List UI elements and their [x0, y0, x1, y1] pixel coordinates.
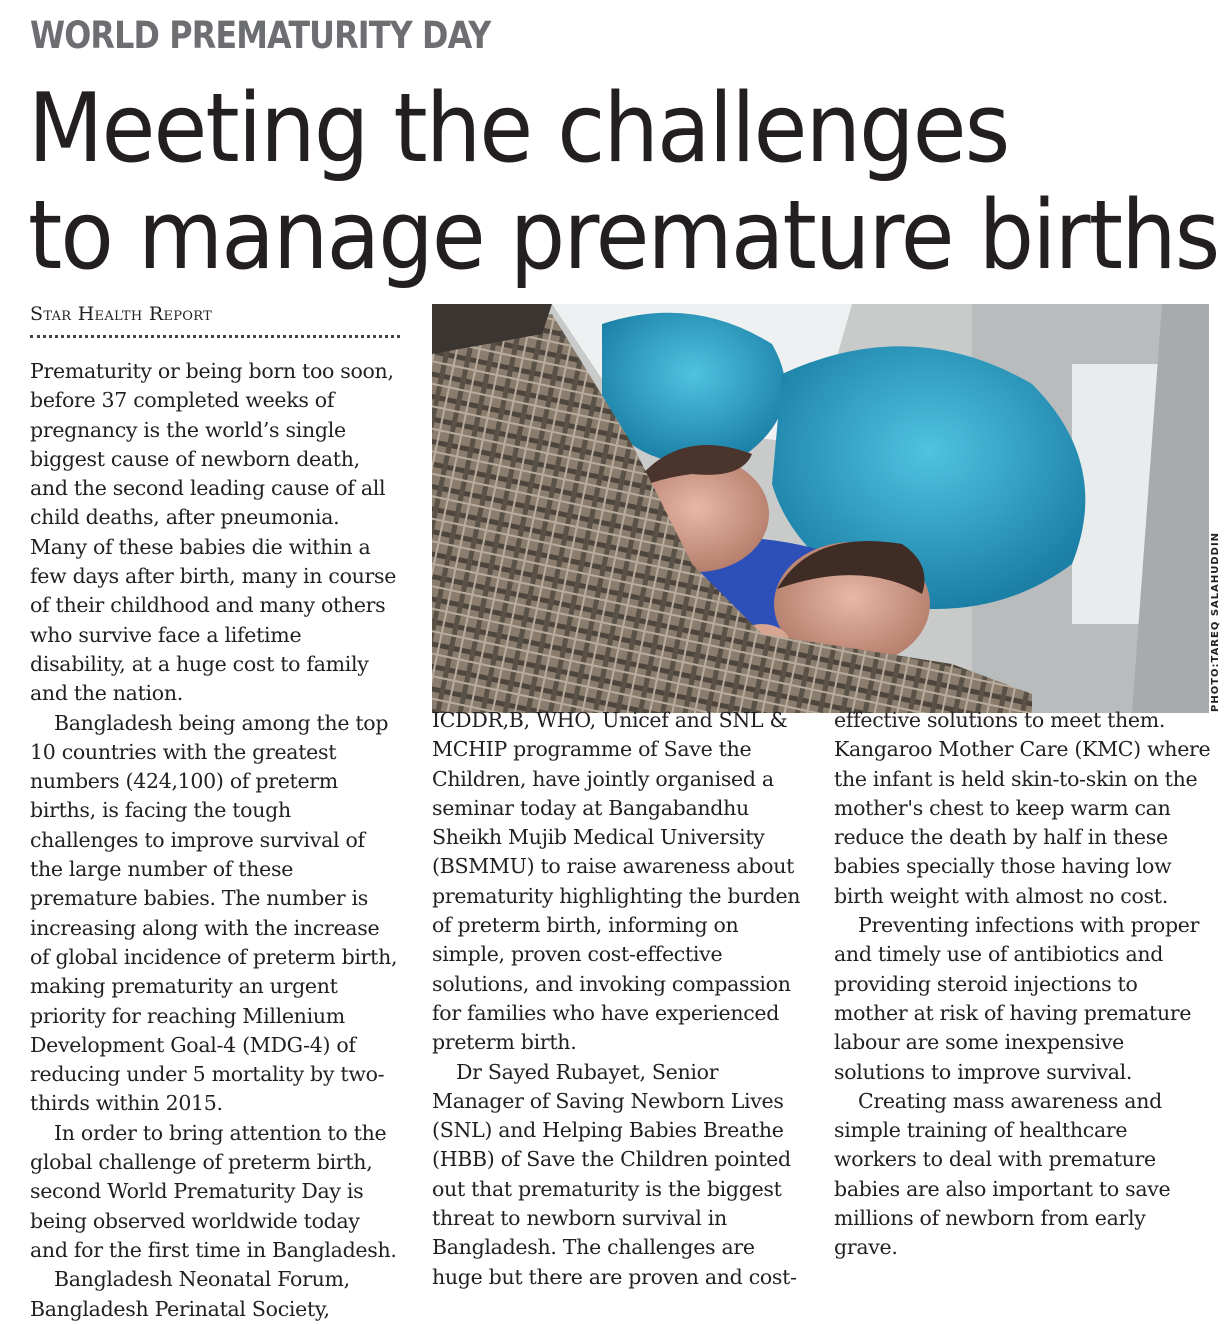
byline: Star Health Report [30, 303, 213, 325]
section-kicker: WORLD PREMATURITY DAY [30, 14, 491, 57]
article-column-2 [432, 706, 810, 1292]
paragraph: effective solutions to meet them. Kangaroo Mother Care (KMC) where the infant is held skin-to-skin on the mother's chest to keep warm can reduce the death by half in these babies specially those having low birth weight with almost no cost. [834, 708, 1211, 908]
paragraph: Dr Sayed Rubayet, Senior Manager of Saving Newborn Lives (SNL) and Helping Babies Breathe (HBB) of Save the Children pointed out that prematurity is the biggest threat to newborn survival in Bangladesh. The challenges are huge but there are proven and cost- [432, 1059, 797, 1289]
photo-credit: PHOTO:TAREQ SALAHUDDIN [1210, 531, 1221, 712]
dotted-divider [30, 335, 400, 338]
paragraph: ICDDR,B, WHO, Unicef and SNL & MCHIP programme of Save the Children, have jointly organised a seminar today at Bangabandhu Sheikh Mujib Medical University (BSMMU) to raise awareness about prematurity highlighting the burden of preterm birth, informing on simple, proven cost-effective solutions, and invoking compassion for families who have experienced preterm birth. [432, 708, 801, 1055]
article-column-1 [30, 357, 402, 1324]
headline-line-2: to manage premature births [28, 181, 1219, 291]
headline-line-1: Meeting the challenges [28, 74, 1009, 184]
paragraph: Bangladesh Neonatal Forum, Bangladesh Perinatal Society, [30, 1267, 350, 1321]
paragraph: Preventing infections with proper and timely use of antibiotics and providing steroid injections to mother at risk of having premature labour are some inexpensive solutions to improve survival. [834, 913, 1200, 1084]
article-column-3 [834, 706, 1212, 1263]
paragraph: Creating mass awareness and simple training of healthcare workers to deal with premature babies are also important to save millions of newborn from early grave. [834, 1088, 1171, 1260]
newborn-twins-photo [432, 304, 1209, 713]
headline [28, 74, 1219, 291]
paragraph: Prematurity or being born too soon, before 37 completed weeks of pregnancy is the world’s single biggest cause of newborn death, and the second leading cause of all child deaths, after pneumonia. Many of these babies die within a few days after birth, many in course of their childhood and many others who survive face a lifetime disability, at a huge cost to family and the nation. [30, 359, 397, 706]
paragraph: Bangladesh being among the top 10 countries with the greatest numbers (424,100) of preterm births, is facing the tough challenges to improve survival of the large number of these premature babies. The number is increasing along with the increase of global incidence of preterm birth, making prematurity an urgent priority for reaching Millenium Development Goal-4 (MDG-4) of reducing under 5 mortality by two-thirds within 2015. [30, 710, 398, 1116]
paragraph: In order to bring attention to the global challenge of preterm birth, second World Prematurity Day is being observed worldwide today and for the first time in Bangladesh. [30, 1120, 397, 1262]
